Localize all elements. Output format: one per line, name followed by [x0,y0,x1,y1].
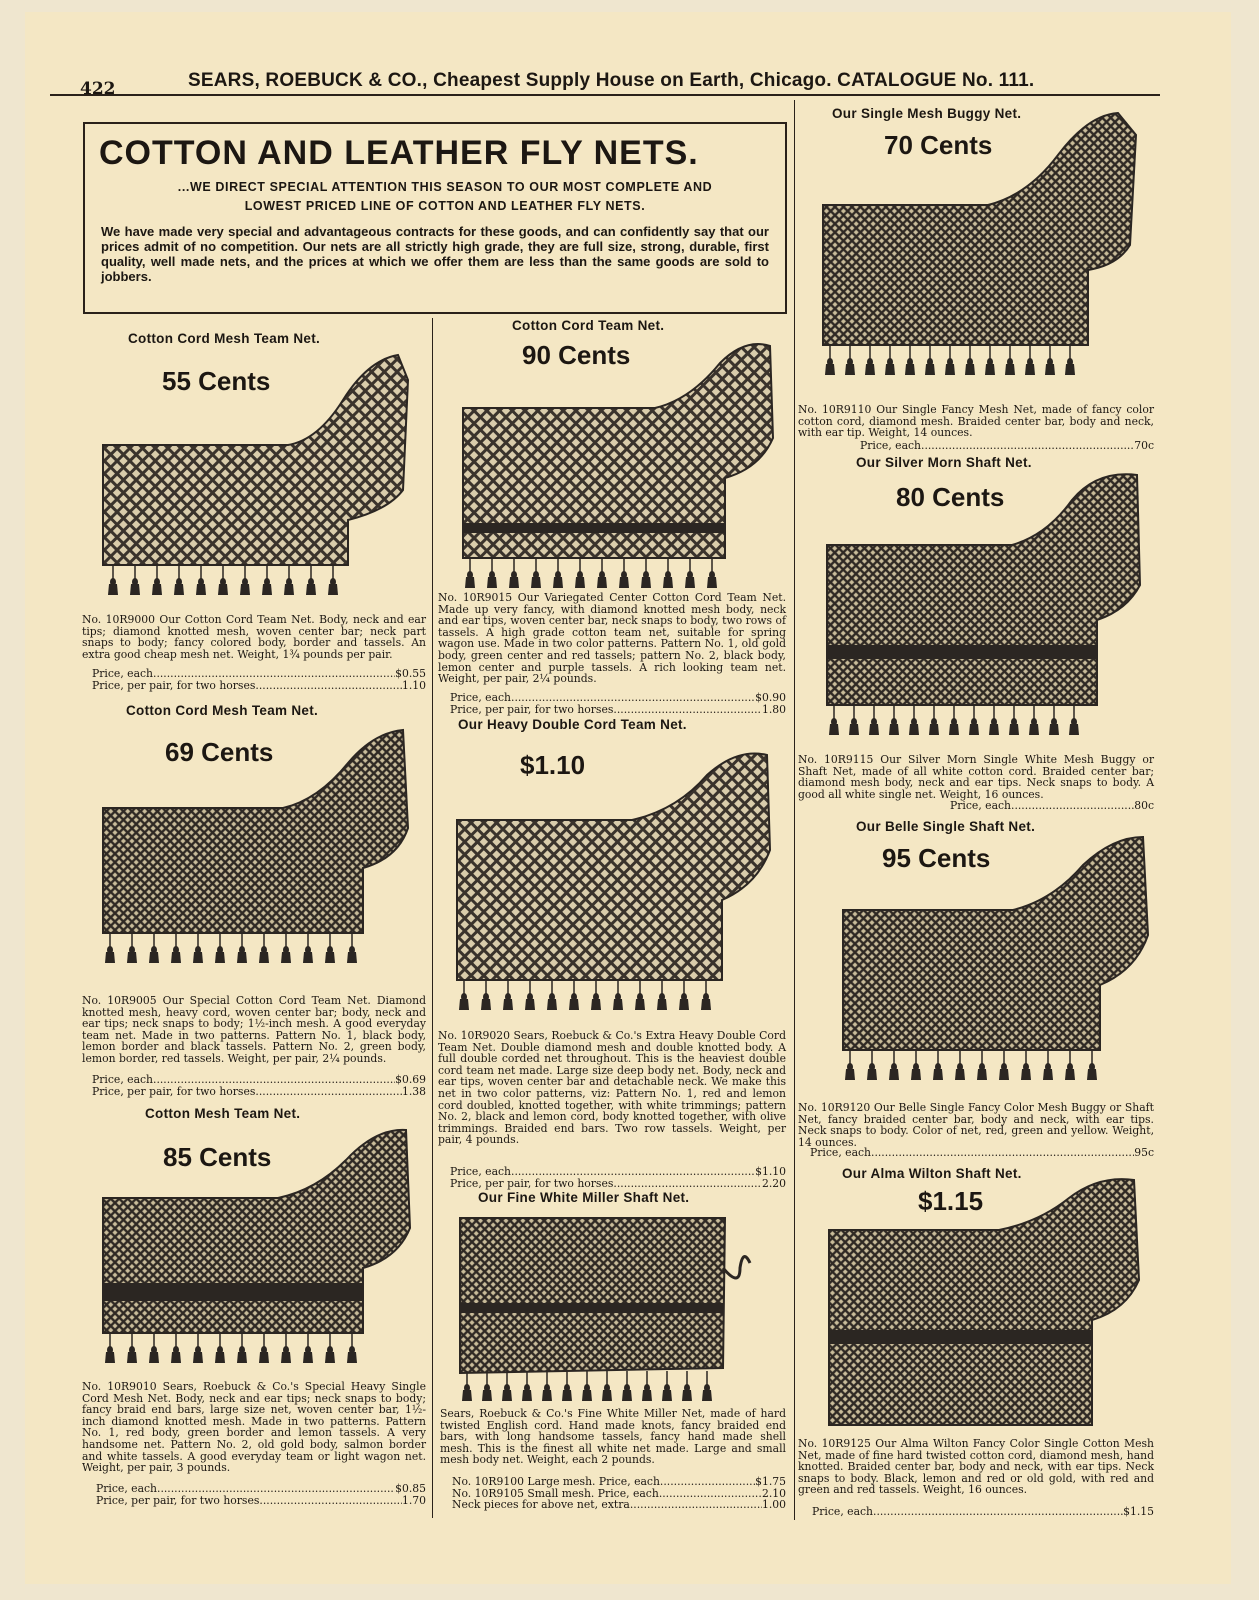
product-name: Cotton Cord Mesh Team Net. [126,703,319,718]
fly-net-illustration [824,1170,1154,1440]
price-line: Price, each ..... 70c [860,440,1154,452]
price-line: Price, each ..... 80c [950,800,1154,812]
product-price: 85 Cents [163,1142,272,1172]
product-name: Cotton Mesh Team Net. [145,1106,301,1121]
product-name: Our Single Mesh Buggy Net. [832,106,1022,121]
price-line: Price, per pair, for two horses ..... 1.80 [450,704,786,716]
product-price: 90 Cents [522,340,631,370]
product-price: 70 Cents [884,130,993,160]
price-list [950,800,1154,812]
price-line: Price, each ..... $0.69 [92,1074,426,1086]
price-list [860,440,1154,452]
price-line: Price, per pair, for two horses ..... 1.38 [92,1086,426,1098]
fly-net-illustration [822,455,1152,755]
price-line: Neck pieces for above net, extra ..... 1.00 [452,1499,786,1511]
page-number: 422 [80,79,116,99]
product-description: No. 10R9010 Sears, Roebuck & Co.'s Special Heavy Single Cord Mesh Net. Body, neck and ear tips; neck snaps to body; fancy braid end bars, large size net, woven center bar, 1½-inch diamond knotted mesh. Made in two patterns. Pattern No. 1, red body, green border and lemon tassels. A very handsome net. Pattern No. 2, old gold body, salmon border and white tassels. A good everyday team or light wagon net. Weight, per pair, 3 pounds. [82,1380,426,1475]
price-list [92,668,426,691]
product-name: Our Heavy Double Cord Team Net. [458,717,687,732]
fly-net-illustration [455,328,785,593]
intro-subheading: ...WE DIRECT SPECIAL ATTENTION THIS SEASON TO OUR MOST COMPLETE AND LOWEST PRICED LINE OF COTTON AND LEATHER FLY NETS. [177,180,713,213]
product-price: 80 Cents [896,482,1005,512]
page-header [50,64,1160,99]
fly-net-illustration [98,718,418,988]
product-description: No. 10R9110 Our Single Fancy Mesh Net, made of fancy color cotton cord, diamond mesh. Braided center bar, body and neck, with ear tip. Weight, 14 ounces. [798,403,1154,440]
product-name: Our Belle Single Shaft Net. [856,819,1036,834]
price-list [450,692,786,715]
price-line: Price, each ..... 95c [810,1147,1154,1159]
intro-body: We have made very special and advantageous contracts for these goods, and can confidently say that our prices admit of no competition. Our nets are all strictly high grade, they are full size, strong, durable, first quality, well made nets, and the prices at which we offer them are less than the same goods are sold to jobbers. [101,224,769,284]
price-list [810,1147,1154,1159]
product-description: No. 10R9125 Our Alma Wilton Fancy Color Single Cotton Mesh Net, made of fine hard twisted cotton cord, diamond mesh, hand knotted. Braided center bar, body and neck, with ear tips. Neck snaps to body. Black, lemon and red or old gold, with red and green and red tassels. Weight, 16 ounces. [798,1437,1154,1497]
column-divider-1 [432,318,433,1518]
product-name: Cotton Cord Mesh Team Net. [128,331,321,346]
product-name: Our Alma Wilton Shaft Net. [842,1166,1022,1181]
fly-net-illustration [98,340,418,600]
fly-net-illustration [838,825,1158,1105]
product-name: Our Fine White Miller Shaft Net. [478,1190,690,1205]
price-line: Price, per pair, for two horses ..... 2.20 [450,1178,786,1190]
price-line: Price, each ..... $1.15 [812,1506,1154,1518]
price-line: Price, each ..... $0.90 [450,692,786,704]
header-title: SEARS, ROEBUCK & CO., Cheapest Supply House on Earth, Chicago. CATALOGUE No. 111. [188,70,1035,91]
intro-box [83,122,787,314]
price-line: Price, each ..... $0.55 [92,668,426,680]
intro-heading: COTTON AND LEATHER FLY NETS. [99,134,699,172]
product-description: No. 10R9005 Our Special Cotton Cord Team Net. Diamond knotted mesh, heavy cord, woven center bar; body, neck and ear tips; neck snaps to body; 1½-inch mesh. A good everyday team net. Made in two patterns. Pattern No. 1, black body, lemon border and black tassels. Pattern No. 2, green body, lemon border, red tassels. Weight, per pair, 2¼ pounds. [82,994,426,1065]
product-price: 95 Cents [882,843,991,873]
product-description: No. 10R9115 Our Silver Morn Single White Mesh Buggy or Shaft Net, made of all white cotton cord. Braided center bar; diamond mesh body, neck and ear tips. Neck snaps to body. A good all white single net. Weight, 16 ounces. [798,753,1154,801]
product-description: No. 10R9015 Our Variegated Center Cotton Cord Team Net. Made up very fancy, with diamond knotted mesh body, neck and ear tips, woven center bar, neck snaps to body, two rows of tassels. A high grade cotton team net, suitable for spring wagon use. Made in two color patterns. Pattern No. 1, old gold body, green center and red tassels; pattern No. 2, black body, lemon center and purple tassels. A rich looking team net. Weight, per pair, 2¼ pounds. [438,591,786,686]
price-list [812,1506,1154,1518]
column-divider-2 [794,100,795,1520]
product-description: Sears, Roebuck & Co.'s Fine White Miller Net, made of hard twisted English cord. Hand made knots, fancy braided end bars, with long handsome tassels, fancy hand made shell mesh. This is the finest all white net made. Large and small mesh body net. Weight, each 2 pounds. [440,1407,786,1467]
product-description: No. 10R9020 Sears, Roebuck & Co.'s Extra Heavy Double Cord Team Net. Double diamond mesh and double knotted body. A full double corded net throughout. This is the heaviest double cord team net made. Large size deep body net. Body, neck and ear tips, woven center bar and detachable neck. We make this net in two color patterns, viz: Pattern No. 1, red and lemon cord doubled, knotted together, with white trimmings; pattern No. 2, black and lemon cord, body knotted together, with olive trimmings. Braided end bars. Two row tassels. Weight, per pair, 4 pounds. [438,1029,786,1147]
price-list [96,1483,426,1506]
product-price: $1.15 [918,1186,984,1216]
product-price: 55 Cents [162,366,271,396]
product-price: $1.10 [520,750,586,780]
price-line: No. 10R9105 Small mesh. Price, each ..... 2.10 [452,1488,786,1500]
fly-net-illustration [455,1208,785,1408]
product-description: No. 10R9120 Our Belle Single Fancy Color Mesh Buggy or Shaft Net, fancy braided center bar, body and neck, with ear tips. Neck snaps to body. Color of net, red, green and yellow. Weight, 14 ounces. [798,1101,1154,1149]
product-name: Our Silver Morn Shaft Net. [856,455,1032,470]
fly-net-illustration [818,105,1148,405]
product-price: 69 Cents [165,737,274,767]
price-list [452,1476,786,1511]
product-name: Cotton Cord Team Net. [512,318,665,333]
price-line: Price, per pair, for two horses ..... 1.10 [92,680,426,692]
price-list [92,1074,426,1097]
fly-net-illustration [98,1118,418,1388]
fly-net-illustration [452,740,782,1025]
price-line: No. 10R9100 Large mesh. Price, each ..... $1.75 [452,1476,786,1488]
product-description: No. 10R9000 Our Cotton Cord Team Net. Body, neck and ear tips; diamond knotted mesh, woven center bar; neck part snaps to body; fancy colored body, border and tassels. An extra good cheap mesh net. Weight, 1¾ pounds per pair. [82,613,426,661]
price-line: Price, each ..... $0.85 [96,1483,426,1495]
price-list [450,1166,786,1189]
price-line: Price, each ..... $1.10 [450,1166,786,1178]
price-line: Price, per pair, for two horses ..... 1.70 [96,1495,426,1507]
